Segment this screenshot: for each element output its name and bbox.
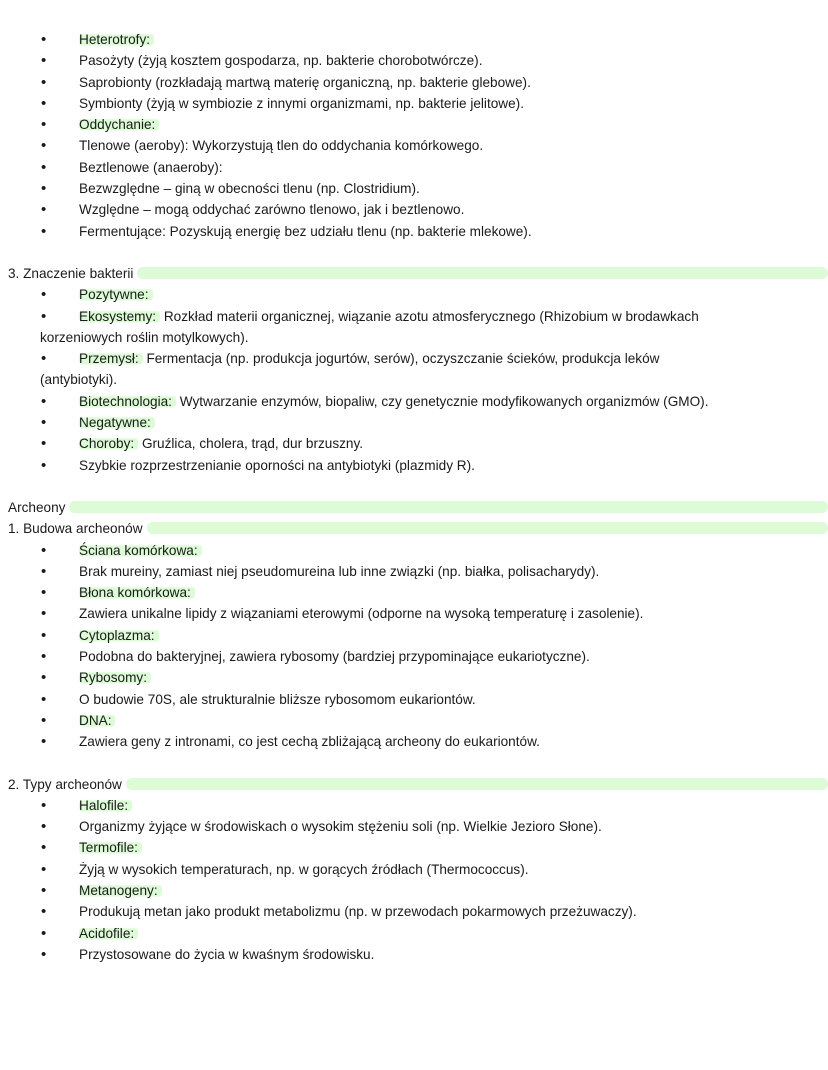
item-label-highlighted: Cytoplazma: (79, 628, 159, 643)
bullet-icon: • (41, 435, 47, 453)
bullet-icon: • (41, 456, 47, 474)
bullet-icon: • (41, 711, 47, 729)
list-item-text (79, 923, 138, 944)
list-item-text (79, 50, 482, 71)
list-item (0, 391, 828, 412)
highlight-stripe (147, 522, 828, 534)
list-item-text (79, 114, 159, 135)
item-text: Bezwzględne – giną w obecności tlenu (np. Clostridium). (79, 181, 420, 197)
list-item-text (79, 391, 708, 412)
list-item (0, 837, 828, 858)
list-item-continuation: (antybiotyki). (40, 372, 118, 388)
list-item (0, 582, 828, 603)
list-item (0, 199, 828, 220)
list-item-text (79, 348, 659, 369)
list-item (0, 540, 828, 561)
bullet-icon: • (41, 690, 47, 708)
item-label-highlighted: Biotechnologia: (79, 394, 176, 409)
document-page (0, 29, 828, 965)
bullet-icon: • (41, 73, 47, 91)
list-item-text (79, 603, 643, 624)
bullet-icon: • (41, 818, 47, 836)
bullet-icon: • (41, 796, 47, 814)
list-item-text (79, 582, 195, 603)
section-heading (0, 263, 828, 284)
list-item (0, 561, 828, 582)
list-item-text (79, 433, 363, 454)
item-text: Symbionty (żyją w symbiozie z innymi organizmami, np. bakterie jelitowe). (79, 95, 524, 111)
item-label-highlighted: Pozytywne: (79, 287, 153, 302)
list-item-text (79, 859, 529, 880)
bullet-icon: • (41, 52, 47, 70)
bullet-icon: • (41, 733, 47, 751)
list-item-text (79, 795, 132, 816)
bullet-icon: • (41, 201, 47, 219)
bullet-icon: • (41, 158, 47, 176)
item-text: Zawiera geny z intronami, co jest cechą zbliżającą archeony do eukariontów. (79, 734, 540, 750)
bullet-icon: • (41, 903, 47, 921)
spacer (0, 753, 828, 774)
item-label-highlighted: Choroby: (79, 436, 138, 451)
item-text: Przystosowane do życia w kwaśnym środowisku. (79, 946, 375, 962)
bullet-icon: • (41, 222, 47, 240)
list-item-text (79, 412, 155, 433)
item-text: Pasożyty (żyją kosztem gospodarza, np. bakterie chorobotwórcze). (79, 53, 483, 69)
list-item-text (79, 199, 464, 220)
item-text: Wytwarzanie enzymów, biopaliw, czy genetycznie modyfikowanych organizmów (GMO). (175, 393, 709, 409)
list-item (0, 603, 828, 624)
item-text: Gruźlica, cholera, trąd, dur brzuszny. (138, 436, 364, 452)
list-item (0, 667, 828, 688)
list-item (0, 689, 828, 710)
list-item (0, 944, 828, 965)
item-text: Tlenowe (aeroby): Wykorzystują tlen do oddychania komórkowego. (79, 138, 484, 154)
item-text: Brak mureiny, zamiast niej pseudomureina lub inne związki (np. białka, polisacharydy). (79, 563, 600, 579)
list-item (0, 816, 828, 837)
list-item-text (79, 455, 475, 476)
section-heading-text: Archeony (8, 499, 66, 515)
list-item (0, 455, 828, 476)
item-text: Zawiera unikalne lipidy z wiązaniami eterowymi (odporne na wysoką temperaturę i zasolenie). (79, 606, 644, 622)
bullet-icon: • (41, 648, 47, 666)
item-label-highlighted: DNA: (79, 713, 115, 728)
list-item-text (79, 157, 223, 178)
list-item (0, 625, 828, 646)
highlight-stripe (126, 778, 828, 790)
list-item (0, 306, 828, 327)
list-item (0, 284, 828, 305)
list-item-text (79, 837, 142, 858)
list-item-text (79, 72, 531, 93)
list-item (0, 412, 828, 433)
bullet-icon: • (41, 180, 47, 198)
list-item-text (79, 221, 532, 242)
section-heading (0, 497, 828, 518)
item-label-highlighted: Przemysł: (79, 351, 143, 366)
highlight-stripe (137, 267, 828, 279)
list-item-text (79, 944, 374, 965)
list-item-text (79, 625, 159, 646)
bullet-icon: • (41, 286, 47, 304)
list-item (0, 880, 828, 901)
list-item-text (79, 901, 637, 922)
item-text: Rozkład materii organicznej, wiązanie azotu atmosferycznego (Rhizobium w brodawkach (160, 308, 699, 324)
list-item-text (79, 710, 115, 731)
list-item (0, 29, 828, 50)
bullet-icon: • (41, 669, 47, 687)
list-item-text (79, 689, 476, 710)
list-item (0, 50, 828, 71)
item-text: Fermentujące: Pozyskują energię bez udziału tlenu (np. bakterie mlekowe). (79, 223, 532, 239)
item-text: Fermentacja (np. produkcja jogurtów, serów), oczyszczanie ścieków, produkcja leków (142, 351, 660, 367)
item-text: Żyją w wysokich temperaturach, np. w gorących źródłach (Thermococcus). (79, 861, 529, 877)
item-label-highlighted: Acidofile: (79, 926, 138, 941)
section-heading (0, 774, 828, 795)
list-item-text (79, 816, 602, 837)
list-item (0, 221, 828, 242)
list-item (0, 433, 828, 454)
list-item-text (79, 731, 540, 752)
bullet-icon: • (41, 945, 47, 963)
list-item (0, 901, 828, 922)
list-item (0, 710, 828, 731)
highlight-stripe (69, 501, 828, 513)
bullet-icon: • (41, 414, 47, 432)
bullet-icon: • (41, 584, 47, 602)
bullet-icon: • (41, 350, 47, 368)
spacer (0, 476, 828, 497)
item-label-highlighted: Metanogeny: (79, 883, 162, 898)
item-text: Podobna do bakteryjnej, zawiera rybosomy (bardziej przypominające eukariotyczne). (79, 649, 590, 665)
list-item (0, 93, 828, 114)
list-item (0, 795, 828, 816)
item-text: Szybkie rozprzestrzenianie oporności na antybiotyki (plazmidy R). (79, 457, 475, 473)
item-label-highlighted: Termofile: (79, 840, 142, 855)
item-label-highlighted: Halofile: (79, 798, 132, 813)
list-item (0, 178, 828, 199)
section-heading (0, 518, 828, 539)
bullet-icon: • (41, 605, 47, 623)
list-item (0, 923, 828, 944)
list-item-text (79, 135, 483, 156)
bullet-icon: • (41, 541, 47, 559)
list-item (0, 646, 828, 667)
item-text: Produkują metan jako produkt metabolizmu (np. w przewodach pokarmowych przeżuwaczy). (79, 904, 637, 920)
item-label-highlighted: Oddychanie: (79, 117, 159, 132)
list-item-continuation: korzeniowych roślin motylkowych). (40, 329, 249, 345)
section-heading-text: 2. Typy archeonów (8, 776, 122, 792)
bullet-icon: • (41, 839, 47, 857)
list-item-text (79, 93, 524, 114)
item-text: O budowie 70S, ale strukturalnie bliższe rybosomom eukariontów. (79, 691, 476, 707)
list-item (0, 135, 828, 156)
list-item (0, 731, 828, 752)
item-text: Względne – mogą oddychać zarówno tlenowo, jak i beztlenowo. (79, 202, 465, 218)
bullet-icon: • (41, 94, 47, 112)
list-item-text (79, 646, 590, 667)
bullet-icon: • (41, 860, 47, 878)
list-item-text (79, 306, 699, 327)
item-text: Saprobionty (rozkładają martwą materię organiczną, np. bakterie glebowe). (79, 74, 531, 90)
list-item (0, 157, 828, 178)
section-heading-text: 1. Budowa archeonów (8, 521, 143, 537)
list-item-text (79, 540, 202, 561)
list-item (0, 859, 828, 880)
bullet-icon: • (41, 116, 47, 134)
item-label-highlighted: Negatywne: (79, 415, 155, 430)
item-label-highlighted: Ściana komórkowa: (79, 543, 202, 558)
bullet-icon: • (41, 31, 47, 48)
bullet-icon: • (41, 626, 47, 644)
item-label-highlighted: Rybosomy: (79, 670, 151, 685)
list-item (0, 348, 828, 369)
bullet-icon: • (41, 562, 47, 580)
bullet-icon: • (41, 924, 47, 942)
item-label-highlighted: Ekosystemy: (79, 309, 160, 324)
item-label-highlighted: Heterotrofy: (79, 32, 154, 47)
spacer (0, 242, 828, 263)
bullet-icon: • (41, 137, 47, 155)
item-label-highlighted: Błona komórkowa: (79, 585, 195, 600)
list-item-text (79, 178, 420, 199)
bullet-icon: • (41, 307, 47, 325)
list-item-text (79, 880, 162, 901)
bullet-icon: • (41, 392, 47, 410)
list-item (0, 114, 828, 135)
list-item-text (79, 284, 153, 305)
list-item-text (79, 561, 599, 582)
list-item-text (79, 29, 154, 50)
item-text: Beztlenowe (anaeroby): (79, 159, 223, 175)
list-item (0, 72, 828, 93)
section-heading-text: 3. Znaczenie bakterii (8, 265, 134, 281)
bullet-icon: • (41, 881, 47, 899)
item-text: Organizmy żyjące w środowiskach o wysokim stężeniu soli (np. Wielkie Jezioro Słone). (79, 819, 602, 835)
list-item-text (79, 667, 151, 688)
